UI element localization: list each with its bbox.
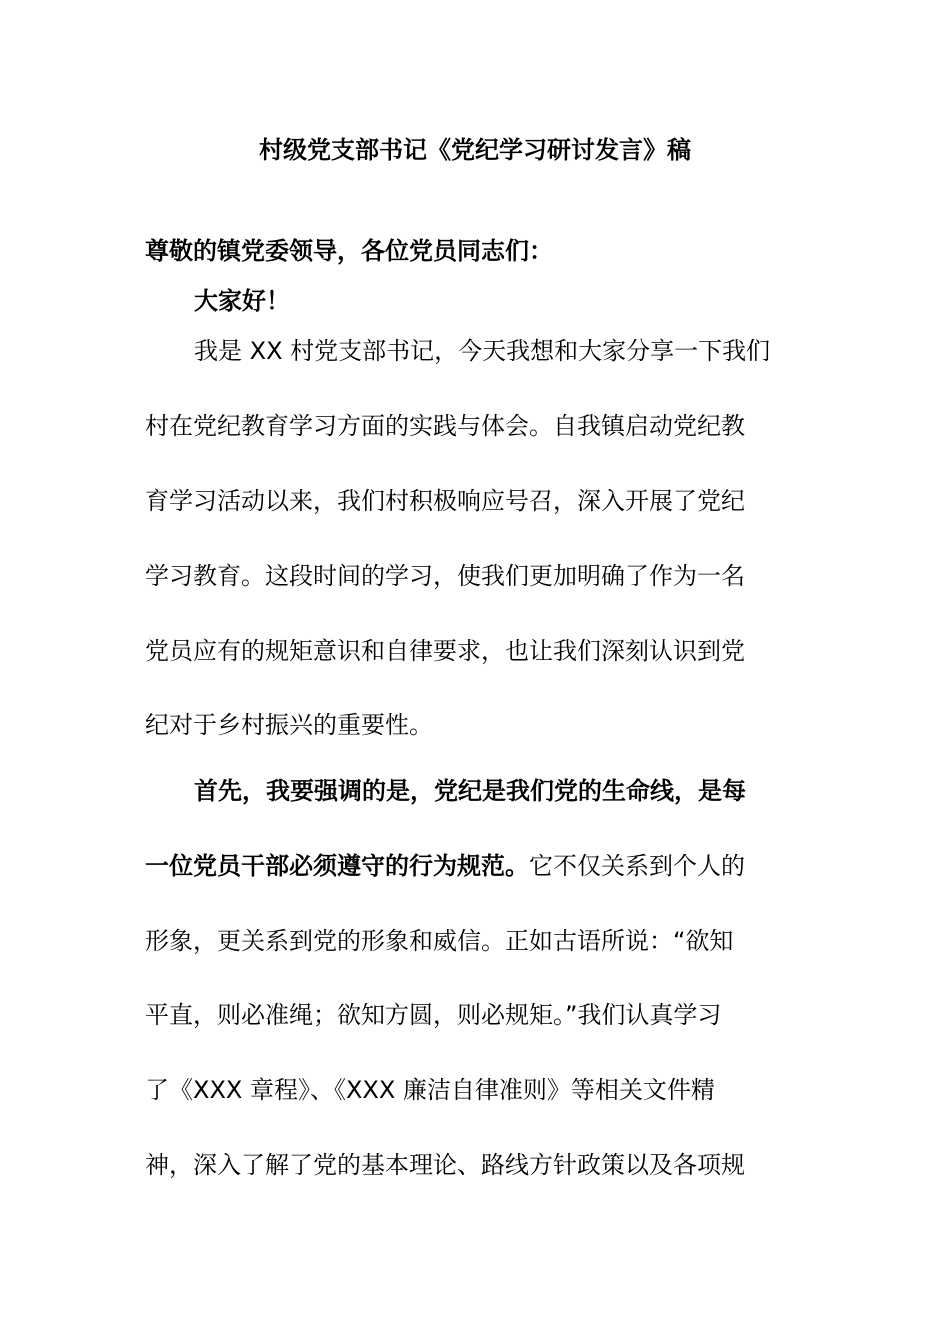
body-text: 它不仅关系到个人的 — [529, 852, 745, 880]
paragraph-1-line-1: 我是 XX 村党支部书记，今天我想和大家分享一下我们 — [194, 337, 771, 365]
emphasis-text: 首先，我要强调的是，党纪是我们党的生命线，是每 — [194, 777, 746, 805]
paragraph-1-line-3: 育学习活动以来，我们村积极响应号召，深入开展了党纪 — [145, 487, 745, 515]
paragraph-2-line-3: 形象，更关系到党的形象和威信。正如古语所说：“欲知 — [145, 927, 734, 955]
paragraph-1-line-6: 纪对于乡村振兴的重要性。 — [145, 711, 433, 739]
paragraph-1-line-4: 学习教育。这段时间的学习，使我们更加明确了作为一名 — [145, 562, 745, 590]
paragraph-1-line-2: 村在党纪教育学习方面的实践与体会。自我镇启动党纪教 — [145, 412, 745, 440]
salutation: 尊敬的镇党委领导，各位党员同志们： — [145, 237, 553, 265]
paragraph-2-line-2 — [145, 846, 745, 886]
greeting: 大家好！ — [194, 287, 290, 315]
paragraph-2-line-6: 神，深入了解了党的基本理论、路线方针政策以及各项规 — [145, 1151, 745, 1179]
emphasis-text: 一位党员干部必须遵守的行为规范。 — [145, 852, 529, 880]
document-title: 村级党支部书记《党纪学习研讨发言》稿 — [259, 136, 691, 164]
paragraph-1-line-5: 党员应有的规矩意识和自律要求，也让我们深刻认识到党 — [145, 637, 745, 665]
paragraph-2-line-4: 平直，则必准绳；欲知方圆，则必规矩。”我们认真学习 — [145, 1001, 722, 1029]
paragraph-2-line-5: 了《XXX 章程》、《XXX 廉洁自律准则》等相关文件精 — [145, 1076, 715, 1104]
paragraph-2-line-1 — [194, 771, 746, 811]
